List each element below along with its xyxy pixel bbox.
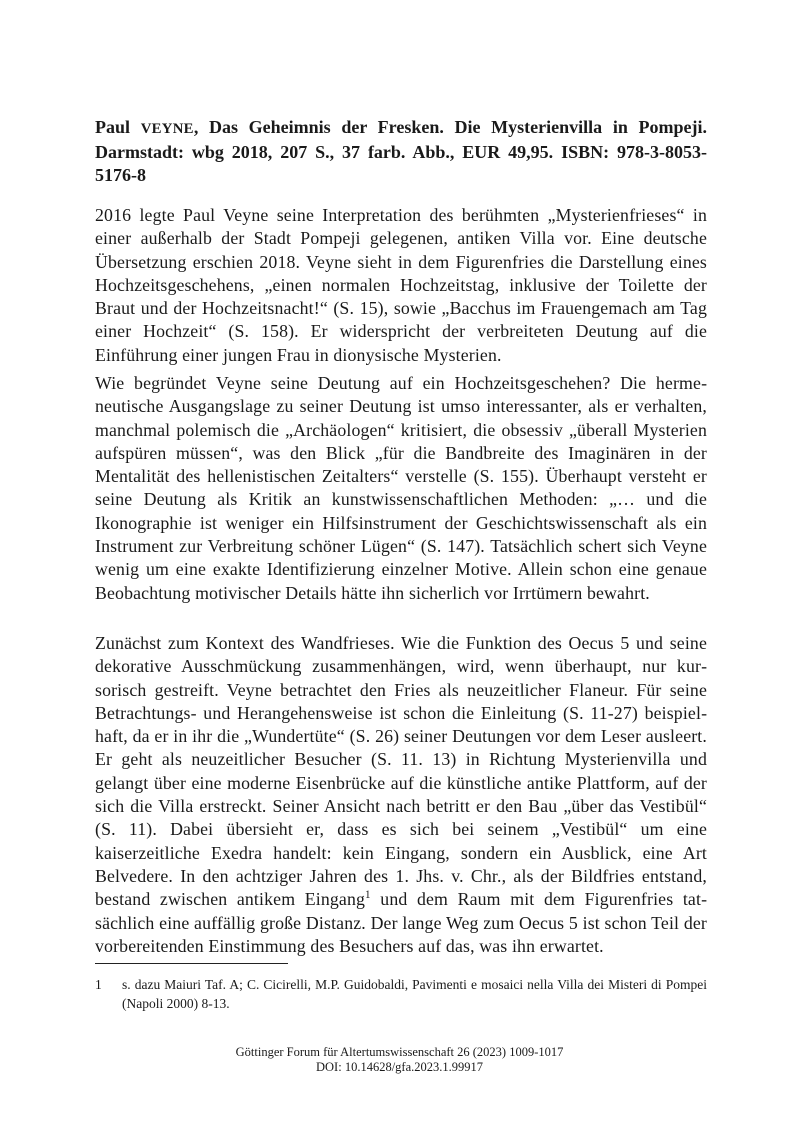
paragraph-3-text-b: und dem Raum mit dem Figurenfries tatsächlich eine auffällig große Distanz. Der lange Weg zum Oecus 5 ist schon Teil der vorbereitenden Einstimmung des Besuchers auf das, was ihn erwartet. [95, 889, 707, 956]
doi: DOI: 10.14628/gfa.2023.1.99917 [316, 1060, 483, 1074]
footnote-reference[interactable]: 1 [365, 889, 371, 902]
paragraph-1: 2016 legte Paul Veyne seine Interpretation des berühmten „Mysterienfrieses“ in einer außerhalb der Stadt Pompeji gelegenen, antiken Villa vor. Eine deutsche Übersetzung erschien 2018. Veyne sieht in dem Figurenfries die Darstellung eines Hochzeitsgeschehens, „einen normalen Hochzeitstag, inklusive der Toilette der Braut und der Hochzeitsnacht!“ (S. 15), sowie „Bacchus im Frauengemach am Tag einer Hochzeit“ (S. 158). Er widerspricht der verbreiteten Deutung auf die Einführung einer jungen Frau in dionysische Mysterien. [95, 205, 707, 365]
paragraph-3 [95, 632, 707, 958]
page-footer [0, 1045, 799, 1075]
review-heading [95, 116, 707, 187]
journal-citation: Göttinger Forum für Altertumswissenschaft 26 (2023) 1009-1017 [235, 1045, 564, 1059]
book-citation: , Das Geheimnis der Fresken. Die Mysterienvilla in Pompeji. Darmstadt: wbg 2018, 207 S., 37 farb. Abb., EUR 49,95. ISBN: 978-3-8053-5176-8 [95, 117, 707, 185]
paragraph-2: Wie begründet Veyne seine Deutung auf ein Hochzeitsgeschehen? Die hermeneutische Ausgangslage zu seiner Deutung ist umso interessanter, als er verhalten, manchmal polemisch die „Archäologen“ kritisiert, die obsessiv „überall Mysterien aufspüren müssen“, was den Blick „für die Bandbreite des Imaginären in der Mentalität des hellenistischen Zeitalters“ verstelle (S. 155). Überhaupt versteht er seine Deutung als Kritik an kunstwissenschaftlichen Methoden: „… und die Ikonographie ist weniger ein Hilfsinstrument der Geschichtswissenschaft als ein Instrument zur Verbreitung schöner Lügen“ (S. 147). Tatsächlich schert sich Veyne wenig um eine exakte Identifizierung einzelner Motive. Allein schon eine genaue Beobachtung motivischer Details hätte ihn sicherlich vor Irrtümern bewahrt. [95, 373, 707, 603]
author-first-name: Paul [95, 117, 141, 137]
footnote-text: s. dazu Maiuri Taf. A; C. Cicirelli, M.P. Guidobaldi, Pavimenti e mosaici nella Villa dei Misteri di Pompei (Napoli 2000) 8-13. [122, 977, 707, 1011]
footnote-number: 1 [95, 977, 102, 992]
author-last-name: VEYNE [140, 121, 194, 137]
footnote-divider [95, 963, 288, 964]
footnote [95, 975, 707, 1013]
paragraph-3-text-a: Zunächst zum Kontext des Wandfrieses. Wie die Funktion des Oecus 5 und seine dekorative Ausschmückung zusammenhängen, wird, wenn überhaupt, nur kursorisch gestreift. Veyne betrachtet den Fries als neuzeitlicher Flaneur. Für seine Betrachtungs- und Herangehensweise ist schon die Einleitung (S. 11-27) beispielhaft, da er in ihr die „Wundertüte“ (S. 26) seiner Deutungen vor dem Leser ausleert. Er geht als neuzeitlicher Besucher (S. 11. 13) in Richtung Mysterienvilla und gelangt über eine moderne Eisenbrücke auf die künstliche antike Plattform, auf der sich die Villa erstreckt. Seiner Ansicht nach betritt er den Bau „über das Vestibül“ (S. 11). Dabei übersieht er, dass es sich bei seinem „Vestibül“ um eine kaiserzeitliche Exedra handelt: kein Eingang, sondern ein Ausblick, eine Art Belvedere. In den achtziger Jahren des 1. Jhs. v. Chr., als der Bildfries entstand, bestand zwischen antikem Eingang [95, 633, 707, 910]
